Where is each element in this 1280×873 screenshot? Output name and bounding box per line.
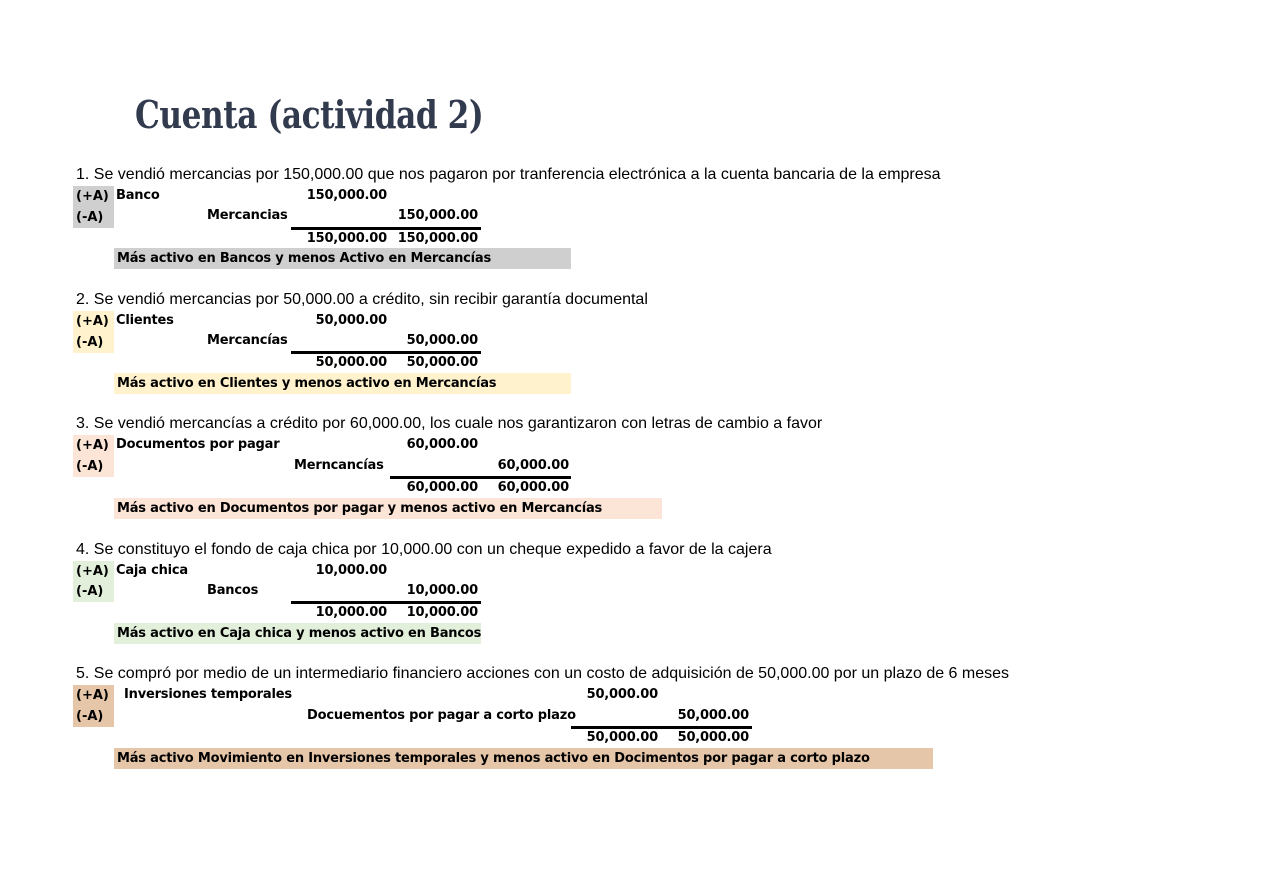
- tag-credit: (-A): [73, 581, 114, 602]
- credit-amount: 150,000.00: [397, 208, 478, 223]
- debit-account: Documentos por pagar: [116, 437, 280, 452]
- total-debit: 10,000.00: [315, 605, 387, 620]
- total-debit: 50,000.00: [315, 355, 387, 370]
- total-debit: 50,000.00: [586, 730, 658, 745]
- debit-amount: 150,000.00: [306, 188, 387, 203]
- tag-credit: (-A): [73, 706, 114, 727]
- total-credit: 60,000.00: [497, 480, 569, 495]
- credit-account: Mercancías: [207, 333, 288, 348]
- entry-note: Más activo Movimiento en Inversiones temporales y menos activo en Docimentos por pagar a corto plazo: [114, 748, 933, 769]
- tag-debit: (+A): [73, 435, 114, 456]
- credit-amount: 60,000.00: [497, 458, 569, 473]
- debit-amount: 10,000.00: [315, 563, 387, 578]
- tag-debit: (+A): [73, 685, 114, 706]
- total-credit: 50,000.00: [677, 730, 749, 745]
- debit-account: Clientes: [116, 313, 174, 328]
- debit-amount: 50,000.00: [586, 687, 658, 702]
- credit-account: Bancos: [207, 583, 259, 598]
- entry-note: Más activo en Caja chica y menos activo en Bancos: [114, 623, 481, 644]
- entry-note: Más activo en Clientes y menos activo en Mercancías: [114, 373, 571, 394]
- debit-account: Caja chica: [116, 563, 188, 578]
- total-credit: 10,000.00: [406, 605, 478, 620]
- credit-account: Merncancías: [294, 458, 384, 473]
- tag-debit: (+A): [73, 186, 114, 207]
- page-title: Cuenta (actividad 2): [135, 92, 484, 137]
- debit-account: Inversiones temporales: [124, 687, 292, 702]
- tag-debit: (+A): [73, 311, 114, 332]
- credit-account: Docuementos por pagar a corto plazo: [307, 708, 576, 723]
- credit-account: Mercancias: [207, 208, 288, 223]
- debit-account: Banco: [116, 188, 160, 203]
- total-debit: 60,000.00: [406, 480, 478, 495]
- entry-question: 3. Se vendió mercancías a crédito por 60,000.00, los cuale nos garantizaron con letras de cambio a favor: [76, 415, 823, 432]
- entry-question: 5. Se compró por medio de un intermediario financiero acciones con un costo de adquisición de 50,000.00 por un plazo de 6 meses: [76, 665, 1010, 682]
- entry-question: 4. Se constituyo el fondo de caja chica por 10,000.00 con un cheque expedido a favor de la cajera: [76, 541, 772, 558]
- entry-question: 2. Se vendió mercancias por 50,000.00 a crédito, sin recibir garantía documental: [76, 291, 648, 308]
- total-credit: 150,000.00: [397, 231, 478, 246]
- tag-debit: (+A): [73, 561, 114, 582]
- debit-amount: 50,000.00: [315, 313, 387, 328]
- credit-amount: 50,000.00: [677, 708, 749, 723]
- entry-note: Más activo en Bancos y menos Activo en Mercancías: [114, 248, 571, 269]
- credit-amount: 50,000.00: [406, 333, 478, 348]
- total-debit: 150,000.00: [306, 231, 387, 246]
- tag-credit: (-A): [73, 456, 114, 477]
- entry-note: Más activo en Documentos por pagar y menos activo en Mercancías: [114, 498, 662, 519]
- debit-amount: 60,000.00: [406, 437, 478, 452]
- tag-credit: (-A): [73, 332, 114, 353]
- credit-amount: 10,000.00: [406, 583, 478, 598]
- entry-question: 1. Se vendió mercancias por 150,000.00 que nos pagaron por tranferencia electrónica a la cuenta bancaria de la empresa: [76, 166, 941, 183]
- total-credit: 50,000.00: [406, 355, 478, 370]
- tag-credit: (-A): [73, 207, 114, 228]
